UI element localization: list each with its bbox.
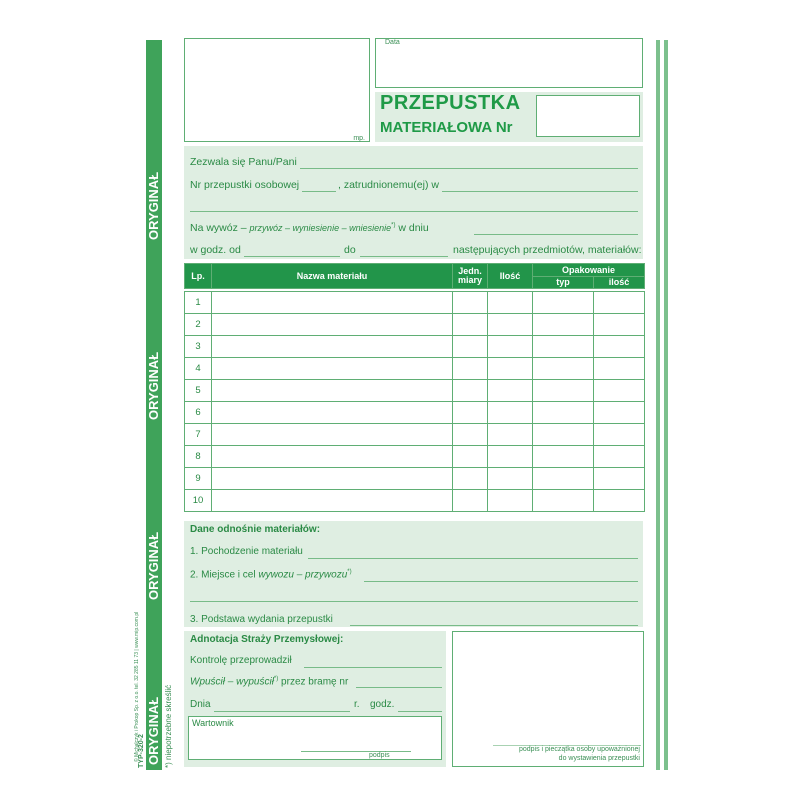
col-name: Nazwa materiału [212, 264, 453, 289]
materials-table [184, 263, 645, 512]
let-line [190, 676, 348, 687]
export-suffix: w dniu [398, 222, 429, 234]
row-cell[interactable] [453, 446, 488, 468]
row-number: 3 [185, 336, 212, 358]
date-box [375, 38, 643, 88]
gate-field[interactable] [356, 687, 442, 688]
control-field[interactable] [304, 667, 442, 668]
guard-section [184, 631, 446, 767]
export-options: przywóz – wyniesienie – wniesienie [249, 223, 392, 233]
row-cell[interactable] [212, 402, 453, 424]
row-cell[interactable] [533, 380, 594, 402]
place-footnote: *) [347, 569, 352, 575]
row-number: 6 [185, 402, 212, 424]
row-cell[interactable] [533, 314, 594, 336]
row-cell[interactable] [533, 336, 594, 358]
guard-label: Wartownik [192, 718, 234, 728]
row-cell[interactable] [533, 292, 594, 314]
hour-from-label: w godz. od [190, 244, 241, 256]
col-unit: Jedn. miary [453, 264, 488, 289]
employed-field-2[interactable] [190, 211, 638, 212]
col-packaging: Opakowanie [533, 264, 645, 277]
guard-heading: Adnotacja Straży Przemysłowej: [190, 634, 344, 645]
row-cell[interactable] [453, 468, 488, 490]
materials-section [184, 521, 643, 627]
stamp-word-1: ORYGINAŁ [146, 171, 161, 240]
right-bar-1 [656, 40, 660, 770]
row-cell[interactable] [594, 424, 645, 446]
row-cell[interactable] [488, 336, 533, 358]
let-options: Wpuścił – wypuścił [190, 676, 274, 688]
origin-field[interactable] [308, 558, 638, 559]
row-cell[interactable] [488, 424, 533, 446]
permit-field[interactable] [300, 168, 638, 169]
title-line-1: PRZEPUSTKA [380, 92, 521, 114]
export-footnote: *) [391, 222, 396, 229]
year-label: r. [354, 699, 360, 710]
left-side-strip [128, 40, 173, 770]
row-cell[interactable] [453, 358, 488, 380]
row-cell[interactable] [488, 446, 533, 468]
title-box [375, 92, 643, 142]
date-label: Data [385, 39, 400, 46]
hour-label: godz. [370, 699, 395, 710]
export-line [190, 222, 429, 234]
row-number: 9 [185, 468, 212, 490]
row-cell[interactable] [488, 380, 533, 402]
guard-box[interactable] [188, 716, 442, 760]
row-cell[interactable] [212, 314, 453, 336]
export-date-field[interactable] [474, 234, 638, 235]
table-row [185, 424, 645, 446]
row-cell[interactable] [594, 468, 645, 490]
stamp-box [184, 38, 370, 142]
number-field[interactable] [536, 95, 640, 137]
row-cell[interactable] [488, 314, 533, 336]
hour-from-field[interactable] [244, 256, 340, 257]
place-field-2[interactable] [190, 601, 638, 602]
row-cell[interactable] [212, 424, 453, 446]
row-cell[interactable] [594, 490, 645, 512]
row-cell[interactable] [488, 292, 533, 314]
table-row [185, 380, 645, 402]
row-cell[interactable] [533, 446, 594, 468]
materials-heading: Dane odnośnie materiałów: [190, 524, 321, 535]
table-row [185, 468, 645, 490]
stamp-word-2: ORYGINAŁ [146, 351, 161, 420]
pass-no-field[interactable] [302, 191, 336, 192]
row-cell[interactable] [212, 380, 453, 402]
row-cell[interactable] [212, 446, 453, 468]
row-cell[interactable] [212, 490, 453, 512]
table-row [185, 358, 645, 380]
place-prefix: 2. Miejsce i cel [190, 569, 256, 581]
row-number: 4 [185, 358, 212, 380]
col-lp: Lp. [185, 264, 212, 289]
employed-field[interactable] [442, 191, 638, 192]
row-cell[interactable] [453, 314, 488, 336]
place-line [190, 569, 352, 580]
row-cell[interactable] [453, 402, 488, 424]
gate-label: przez bramę nr [281, 676, 349, 688]
row-cell[interactable] [488, 402, 533, 424]
place-field[interactable] [364, 581, 638, 582]
row-number: 10 [185, 490, 212, 512]
origin-label: 1. Pochodzenie materiału [190, 546, 303, 557]
let-footnote: *) [273, 676, 279, 682]
row-number: 2 [185, 314, 212, 336]
col-pack-type: typ [533, 276, 594, 289]
mp-label: mp. [353, 135, 365, 142]
hour-to-field[interactable] [360, 256, 448, 257]
basis-label: 3. Podstawa wydania przepustki [190, 614, 333, 625]
row-cell[interactable] [212, 292, 453, 314]
stamp-word-4: ORYGINAŁ [146, 696, 161, 765]
row-cell[interactable] [488, 358, 533, 380]
export-prefix: Na wywóz – [190, 222, 247, 234]
row-cell[interactable] [594, 446, 645, 468]
permit-label: Zezwala się Panu/Pani [190, 156, 297, 168]
row-cell[interactable] [533, 468, 594, 490]
row-number: 5 [185, 380, 212, 402]
basis-field[interactable] [350, 625, 638, 626]
intro-section [184, 146, 643, 259]
row-cell[interactable] [533, 402, 594, 424]
form-code: TYP-320-2 [138, 734, 145, 768]
title-line-2: MATERIAŁOWA Nr [380, 119, 513, 136]
hour-field[interactable] [398, 711, 442, 712]
row-cell[interactable] [453, 380, 488, 402]
employed-label: , zatrudnionemu(ej) w [338, 179, 439, 191]
row-number: 1 [185, 292, 212, 314]
row-cell[interactable] [212, 336, 453, 358]
row-cell[interactable] [594, 358, 645, 380]
table-row [185, 336, 645, 358]
publisher-text: © Michalczyk i Prokop Sp. z o.o. tel. 32 285 11 73 | www.mip.com.pl [134, 611, 140, 762]
row-cell[interactable] [453, 490, 488, 512]
row-cell[interactable] [594, 336, 645, 358]
row-cell[interactable] [488, 490, 533, 512]
authorized-box[interactable] [452, 631, 644, 767]
day-field[interactable] [214, 711, 350, 712]
table-row [185, 314, 645, 336]
row-cell[interactable] [453, 336, 488, 358]
signature-label: podpis [369, 752, 390, 759]
row-cell[interactable] [453, 424, 488, 446]
row-cell[interactable] [594, 292, 645, 314]
signature-line[interactable] [301, 751, 411, 752]
row-cell[interactable] [533, 490, 594, 512]
row-cell[interactable] [533, 358, 594, 380]
stamp-word-3: ORYGINAŁ [146, 531, 161, 600]
table-row [185, 490, 645, 512]
col-qty: Ilość [488, 264, 533, 289]
table-row [185, 292, 645, 314]
row-number: 8 [185, 446, 212, 468]
table-row [185, 446, 645, 468]
right-bar-2 [664, 40, 668, 770]
row-cell[interactable] [594, 380, 645, 402]
row-cell[interactable] [212, 358, 453, 380]
authorized-line2: do wystawienia przepustki [558, 755, 640, 762]
row-cell[interactable] [212, 468, 453, 490]
control-label: Kontrolę przeprowadził [190, 655, 292, 666]
table-row [185, 402, 645, 424]
footnote: *) niepotrzebne skreślić [164, 684, 173, 768]
authorized-line1: podpis i pieczątka osoby upoważnionej [518, 746, 640, 753]
row-cell[interactable] [533, 424, 594, 446]
day-label: Dnia [190, 699, 211, 710]
col-pack-qty: ilość [594, 276, 645, 289]
place-options: wywozu – przywozu [258, 569, 348, 581]
following-label: następujących przedmiotów, materiałów: [453, 244, 642, 256]
row-cell[interactable] [453, 292, 488, 314]
hour-to-label: do [344, 244, 356, 256]
pass-no-label: Nr przepustki osobowej [190, 179, 300, 191]
row-cell[interactable] [594, 402, 645, 424]
row-cell[interactable] [594, 314, 645, 336]
row-cell[interactable] [488, 468, 533, 490]
row-number: 7 [185, 424, 212, 446]
